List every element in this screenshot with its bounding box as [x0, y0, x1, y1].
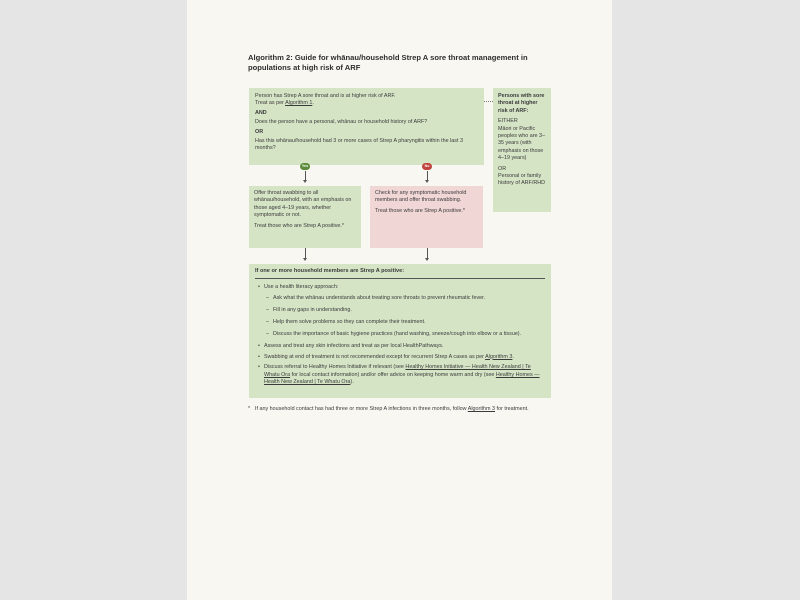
yes-arrow: [305, 171, 306, 180]
list-item: – Discuss the importance of basic hygiene practices (hand washing, sneeze/cough into elbow or a tissue).: [273, 331, 545, 338]
no-to-actions-arrow-head: [425, 258, 429, 261]
list-item: • Discuss referral to Healthy Homes Initiative if relevant (see Healthy Homes Initiative — Health New Zealand | Te Whatu Ora for local contact information) and/or offer advice on keeping home warm and dry (see Healthy Homes — Health New Zealand | Te Whatu Ora).: [264, 364, 545, 386]
or-label: OR: [255, 128, 264, 135]
no-outcome-text: Check for any symptomatic household members and offer throat swabbing.: [375, 190, 467, 204]
yes-arrow-head: [303, 180, 307, 183]
question-household-cases: Has this whānau/household had 3 or more cases of Strep A pharyngitis within the last 3 months?: [255, 138, 463, 152]
criteria-history: Personal or family history of ARF/RHD: [498, 173, 546, 187]
either-label: EITHER: [498, 118, 518, 125]
no-outcome-treat: Treat those who are Strep A positive.*: [375, 207, 465, 214]
question-personal-history: Does the person have a personal, whānau or household history of ARF?: [255, 119, 428, 126]
list-item: – Ask what the whānau understands about treating sore throats to prevent rheumatic fever.: [273, 295, 545, 302]
actions-divider: [255, 278, 545, 279]
no-arrow-head: [425, 180, 429, 183]
no-badge: No: [422, 163, 432, 170]
risk-criteria-box: [493, 88, 551, 212]
health-literacy-sublist: [264, 295, 545, 338]
actions-list: [255, 284, 545, 386]
list-item: – Fill in any gaps in understanding.: [273, 307, 545, 314]
page-title: Algorithm 2: Guide for whānau/household Strep A sore throat management in populations at high risk of ARF: [248, 53, 528, 72]
algorithm-1-link[interactable]: Algorithm 1: [285, 100, 313, 107]
footnote-marker: *: [248, 406, 251, 412]
list-item: – Help them solve problems so they can complete their treatment.: [273, 319, 545, 326]
document-page: [187, 0, 612, 600]
and-label: AND: [255, 109, 267, 116]
list-item: • Assess and treat any skin infections and treat as per local HealthPathways.: [264, 343, 545, 350]
risk-criteria-heading: Persons with sore throat at higher risk of ARF:: [498, 93, 545, 114]
healthy-homes-initiative-link[interactable]: Healthy Homes Initiative — Health New Zealand | Te Whatu Ora: [264, 364, 531, 378]
healthy-homes-link[interactable]: Healthy Homes — Health New Zealand | Te Whatu Ora: [264, 371, 540, 386]
no-outcome-box: [370, 186, 483, 248]
yes-outcome-text: Offer throat swabbing to all whānau/household, with an emphasis on those aged 4–19 years, whether symptomatic or not.: [254, 190, 352, 219]
yes-outcome-treat: Treat those who are Strep A positive.*: [254, 222, 344, 229]
footnote-algorithm-3-link[interactable]: Algorithm 3: [467, 406, 496, 412]
no-to-actions-arrow: [427, 248, 428, 258]
eligibility-line2: Treat as per Algorithm 1.: [255, 100, 314, 107]
list-item: • Use a health literacy approach: – Ask what the whānau understands about treating sore throats to prevent rheumatic fever. – Fill in any gaps in understanding. – Help them solve problems so they can complete their treatment. – Discuss the importance of basic hygiene practices (hand washing, sneeze/cough into elbow or a tissue).: [264, 284, 545, 338]
list-item: • Swabbing at end of treatment is not recommended except for recurrent Strep A cases as per Algorithm 3.: [264, 354, 545, 361]
algorithm-3-link[interactable]: Algorithm 3: [485, 353, 513, 360]
yes-to-actions-arrow-head: [303, 258, 307, 261]
yes-outcome-box: [249, 186, 361, 248]
yes-to-actions-arrow: [305, 248, 306, 258]
actions-heading: If one or more household members are Strep A positive:: [255, 268, 405, 274]
criteria-ethnicity-age: Māori or Pacific peoples who are 3–35 years (with emphasis on those 4–19 years): [498, 125, 546, 162]
footnote: * If any household contact has had three or more Strep A infections in three months, follow Algorithm 3 for treatment.: [248, 406, 529, 412]
no-arrow: [427, 171, 428, 180]
actions-box: [249, 264, 551, 398]
eligibility-box: [249, 88, 484, 165]
or-label-side: OR: [498, 165, 507, 172]
yes-badge: Yes: [301, 164, 309, 168]
eligibility-line1: Person has Strep A sore throat and is at higher risk of ARF.: [255, 93, 396, 99]
